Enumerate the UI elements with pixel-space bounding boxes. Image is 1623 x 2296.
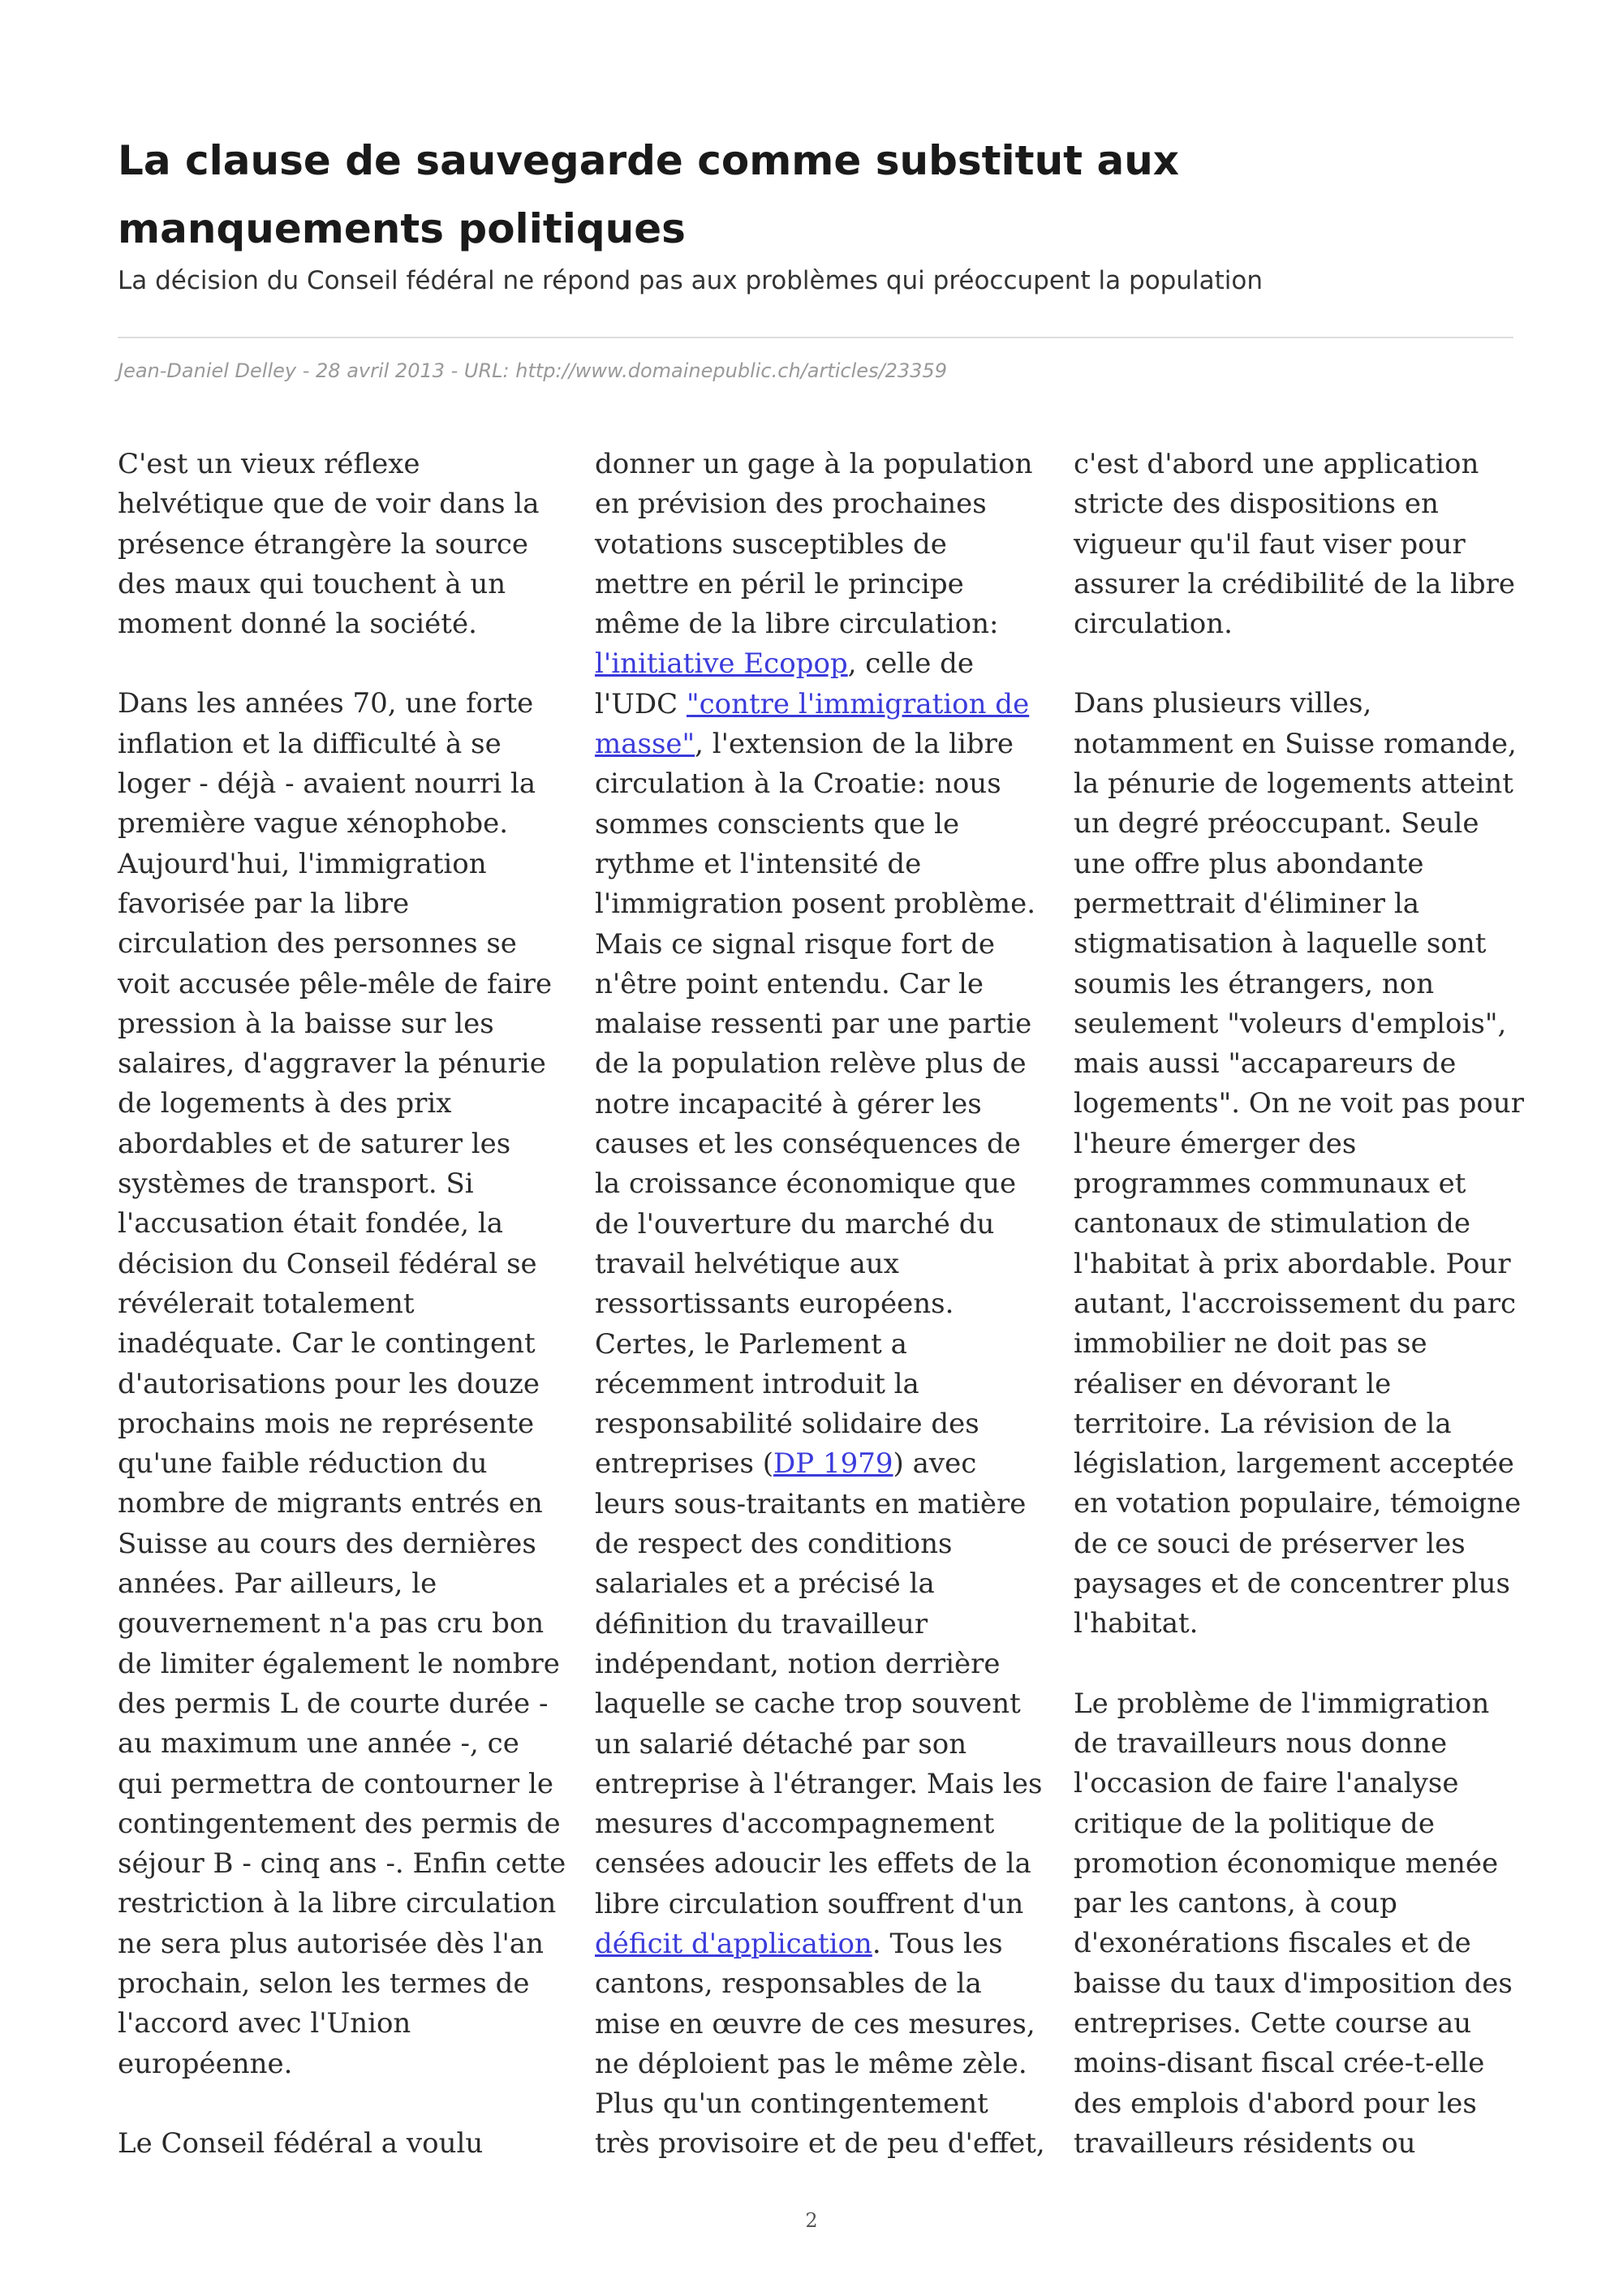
text-run: donner un gage à la population en prévision des prochaines votations susceptibles de mettre en péril le principe même de la libre circulation: xyxy=(595,448,1033,641)
paragraph: Dans les années 70, une forte inflation et la difficulté à se loger - déjà - avaient nourri la première vague xénophobe. Aujourd'hui, l'immigration favorisée par la libre circulation des personnes se voit accusée pêle-mêle de faire pression à la baisse sur les salaires, d'aggraver la pénurie de logements à des prix abordables et de saturer les systèmes de transport. Si l'accusation était fondée, la décision du Conseil fédéral se révélerait totalement inadéquate. Car le contingent d'autorisations pour les douze prochains mois ne représente qu'une faible réduction du nombre de migrants entrés en Suisse au cours des dernières années. Par ailleurs, le gouvernement n'a pas cru bon de limiter également le nombre des permis L de courte durée - au maximum une année -, ce qui permettra de contourner le contingentement des permis de séjour B - cinq ans -. Enfin cette restriction à la libre circulation ne sera plus autorisée dès l'an prochain, selon les termes de l'accord avec l'Union européenne. xyxy=(118,687,566,2080)
paragraph: c'est d'abord une application stricte des dispositions en vigueur qu'il faut viser pour assurer la crédibilité de la libre circulation. xyxy=(1074,448,1516,641)
paragraph: Le Conseil fédéral a voulu xyxy=(118,2126,484,2160)
link-udc-initiative[interactable]: "contre l'immigration de masse" xyxy=(595,687,1030,761)
link-ecopop-initiative[interactable]: l'initiative Ecopop xyxy=(595,647,848,681)
paragraph: Le problème de l'immigration de travailleurs nous donne l'occasion de faire l'analyse critique de la politique de promotion économique menée par les cantons, à coup d'exonérations fiscales et de baisse du taux d'imposition des entreprises. Cette course au moins-disant fiscal crée-t-elle des emplois d'abord pour les travailleurs résidents ou xyxy=(1074,1687,1513,2160)
article-title: La clause de sauvegarde comme substitut aux manquements politiques xyxy=(118,137,1180,252)
text-column-3 xyxy=(1074,445,1524,2204)
text-run: , l'extension de la libre circulation à la Croatie: nous sommes conscients que le rythme et l'intensité de l'immigration posent problème. Mais ce signal risque fort de n'être point entendu. Car le malaise ressenti par une partie de la population relève plus de notre incapacité à gérer les causes et les conséquences de la croissance économique que de l'ouverture du marché du travail helvétique aux ressortissants européens. Certes, le Parlement a récemment introduit la responsabilité solidaire des entreprises ( xyxy=(595,728,1036,1481)
text-column-2 xyxy=(595,445,1045,2204)
article-subtitle: La décision du Conseil fédéral ne répond pas aux problèmes qui préoccupent la population xyxy=(118,266,1263,295)
link-dp-1979[interactable]: DP 1979 xyxy=(773,1447,893,1481)
paragraph: Dans plusieurs villes, notamment en Suisse romande, la pénurie de logements atteint un degré préoccupant. Seule une offre plus abondante permettrait d'éliminer la stigmatisation à laquelle sont soumis les étrangers, non seulement "voleurs d'emplois", mais aussi "accapareurs de logements". On ne voit pas pour l'heure émerger des programmes communaux et cantonaux de stimulation de l'habitat à prix abordable. Pour autant, l'accroissement du parc immobilier ne doit pas se réaliser en dévorant le territoire. La révision de la législation, largement acceptée en votation populaire, témoigne de ce souci de préserver les paysages et de concentrer plus l'habitat. xyxy=(1074,687,1524,1640)
paragraph: C'est un vieux réflexe helvétique que de voir dans la présence étrangère la source des maux qui touchent à un moment donné la société. xyxy=(118,448,540,641)
text-run: . Tous les cantons, responsables de la mise en œuvre de ces mesures, ne déploient pas le même zèle. Plus qu'un contingentement très provisoire et de peu d'effet, xyxy=(595,1927,1045,2161)
link-deficit-application[interactable]: déficit d'application xyxy=(595,1927,872,1960)
header-divider xyxy=(118,337,1513,338)
paragraph xyxy=(595,445,1045,2165)
page-number: 2 xyxy=(805,2209,818,2232)
text-column-1 xyxy=(118,445,568,2204)
article-byline: Jean-Daniel Delley - 28 avril 2013 - URL: http://www.domainepublic.ch/articles/23359 xyxy=(118,359,947,382)
text-run: , celle de l'UDC xyxy=(595,647,975,720)
text-run: ) avec leurs sous-traitants en matière de respect des conditions salariales et a précisé la définition du travailleur indépendant, notion derrière laquelle se cache trop souvent un salarié détaché par son entreprise à l'étranger. Mais les mesures d'accompagnement censées adoucir les effets de la libre circulation souffrent d'un xyxy=(595,1447,1043,1920)
